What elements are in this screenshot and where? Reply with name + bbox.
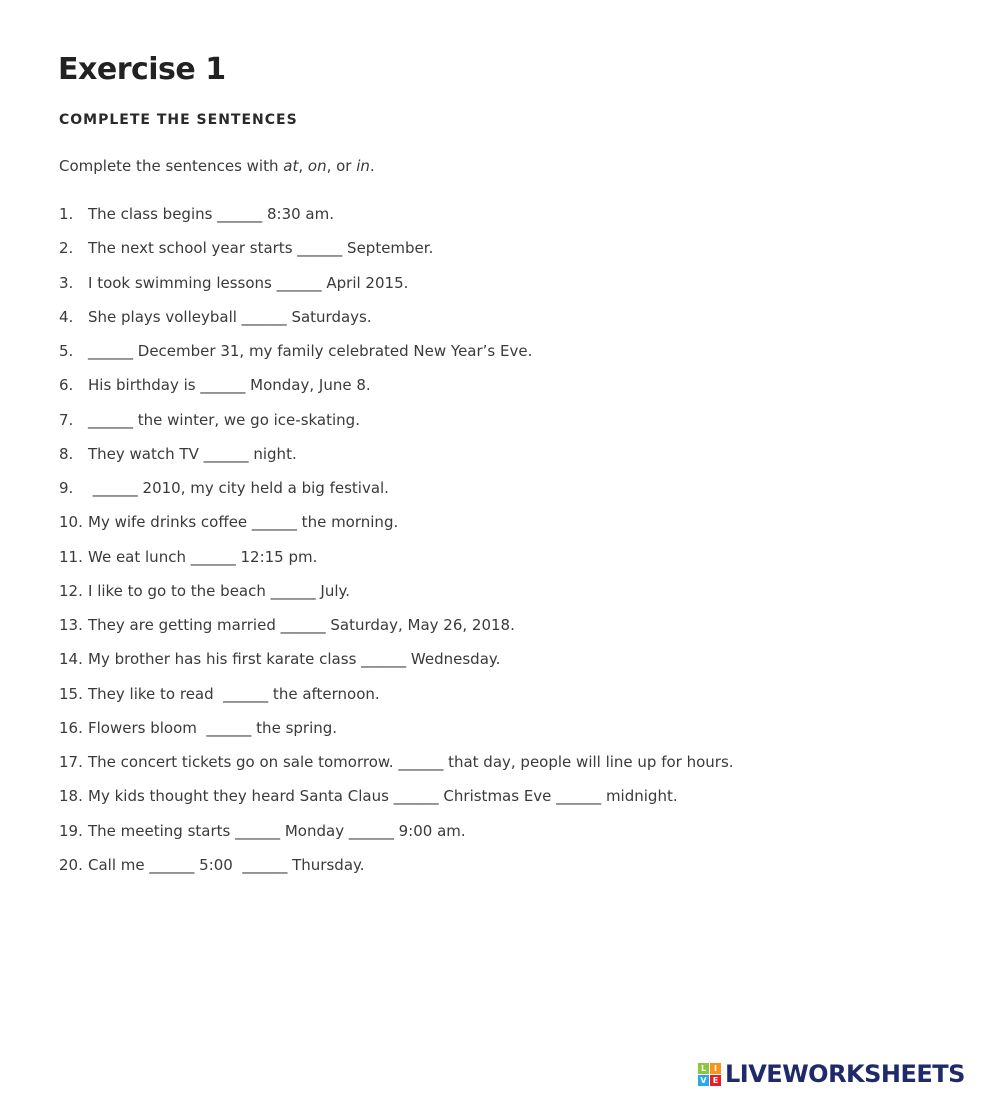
item-number: 20. bbox=[59, 855, 83, 874]
item-number: 9. bbox=[59, 479, 74, 497]
item-sentence: They watch TV ______ night. bbox=[88, 444, 297, 463]
exercise-item bbox=[59, 683, 734, 717]
exercise-item bbox=[59, 409, 734, 443]
item-number: 2. bbox=[59, 239, 74, 258]
item-sentence: ______ December 31, my family celebrated New Year’s Eve. bbox=[88, 342, 533, 360]
item-number: 11. bbox=[59, 547, 83, 566]
exercise-list bbox=[59, 203, 734, 888]
liveworksheets-logo[interactable] bbox=[698, 1058, 994, 1090]
instructions-separator: , bbox=[298, 157, 308, 175]
logo-block-l: L bbox=[698, 1063, 709, 1074]
exercise-item bbox=[59, 717, 734, 751]
item-number: 15. bbox=[59, 684, 83, 703]
item-sentence: I took swimming lessons ______ April 2015. bbox=[88, 273, 409, 292]
item-sentence: Flowers bloom ______ the spring. bbox=[88, 718, 338, 737]
item-number: 8. bbox=[59, 444, 74, 463]
item-number: 18. bbox=[59, 787, 83, 806]
exercise-item bbox=[59, 580, 734, 614]
exercise-item bbox=[59, 374, 734, 408]
item-number: 5. bbox=[59, 342, 74, 360]
item-number: 17. bbox=[59, 753, 83, 771]
item-number: 3. bbox=[59, 273, 74, 292]
item-number: 19. bbox=[59, 821, 83, 840]
item-sentence: They like to read ______ the afternoon. bbox=[88, 684, 380, 703]
item-sentence: My kids thought they heard Santa Claus ______ Christmas Eve ______ midnight. bbox=[88, 787, 678, 806]
logo-block-e: E bbox=[710, 1075, 721, 1086]
item-sentence: We eat lunch ______ 12:15 pm. bbox=[88, 547, 318, 566]
item-number: 10. bbox=[59, 513, 83, 532]
exercise-item bbox=[59, 614, 734, 648]
exercise-item bbox=[59, 237, 734, 271]
item-sentence: She plays volleyball ______ Saturdays. bbox=[88, 307, 372, 326]
item-number: 6. bbox=[59, 376, 74, 395]
item-sentence: ______ the winter, we go ice-skating. bbox=[88, 410, 360, 429]
item-number: 13. bbox=[59, 616, 83, 634]
exercise-item bbox=[59, 340, 734, 374]
item-sentence: My wife drinks coffee ______ the morning. bbox=[88, 513, 399, 532]
item-number: 14. bbox=[59, 650, 83, 669]
logo-blocks-icon bbox=[698, 1063, 721, 1086]
item-sentence: The next school year starts ______ September. bbox=[88, 239, 434, 258]
instructions-suffix: . bbox=[369, 157, 375, 175]
exercise-item bbox=[59, 477, 734, 511]
exercise-item bbox=[59, 306, 734, 340]
instructions-separator: , or bbox=[326, 157, 357, 175]
instructions bbox=[59, 155, 375, 177]
logo-text: LIVEWORKSHEETS bbox=[725, 1060, 965, 1088]
item-sentence: The meeting starts ______ Monday ______ 9:00 am. bbox=[88, 821, 466, 840]
exercise-item bbox=[59, 443, 734, 477]
item-sentence: ______ 2010, my city held a big festival. bbox=[88, 479, 389, 497]
exercise-item bbox=[59, 648, 734, 682]
exercise-item bbox=[59, 272, 734, 306]
exercise-item bbox=[59, 546, 734, 580]
item-sentence: His birthday is ______ Monday, June 8. bbox=[88, 376, 371, 395]
exercise-item bbox=[59, 511, 734, 545]
instructions-word-at: at bbox=[283, 157, 299, 175]
item-number: 16. bbox=[59, 718, 83, 737]
item-sentence: The class begins ______ 8:30 am. bbox=[88, 205, 334, 223]
item-sentence: They are getting married ______ Saturday, May 26, 2018. bbox=[88, 616, 515, 634]
section-subtitle: COMPLETE THE SENTENCES bbox=[59, 112, 298, 128]
logo-block-v: V bbox=[698, 1075, 709, 1086]
instructions-word-on: on bbox=[307, 157, 327, 175]
exercise-item bbox=[59, 751, 734, 785]
logo-block-i: I bbox=[710, 1063, 721, 1074]
item-sentence: I like to go to the beach ______ July. bbox=[88, 581, 351, 600]
item-sentence: Call me ______ 5:00 ______ Thursday. bbox=[88, 855, 365, 874]
exercise-item bbox=[59, 854, 734, 888]
item-number: 1. bbox=[59, 205, 74, 223]
page-title: Exercise 1 bbox=[58, 52, 226, 87]
item-number: 7. bbox=[59, 410, 74, 429]
item-sentence: My brother has his first karate class ______ Wednesday. bbox=[88, 650, 501, 669]
instructions-prefix: Complete the sentences with bbox=[59, 157, 284, 175]
item-number: 4. bbox=[59, 307, 74, 326]
exercise-item bbox=[59, 203, 734, 237]
item-sentence: The concert tickets go on sale tomorrow. ______ that day, people will line up for hours. bbox=[88, 753, 734, 771]
exercise-item bbox=[59, 785, 734, 819]
item-number: 12. bbox=[59, 581, 83, 600]
exercise-item bbox=[59, 820, 734, 854]
instructions-word-in: in bbox=[356, 157, 370, 175]
